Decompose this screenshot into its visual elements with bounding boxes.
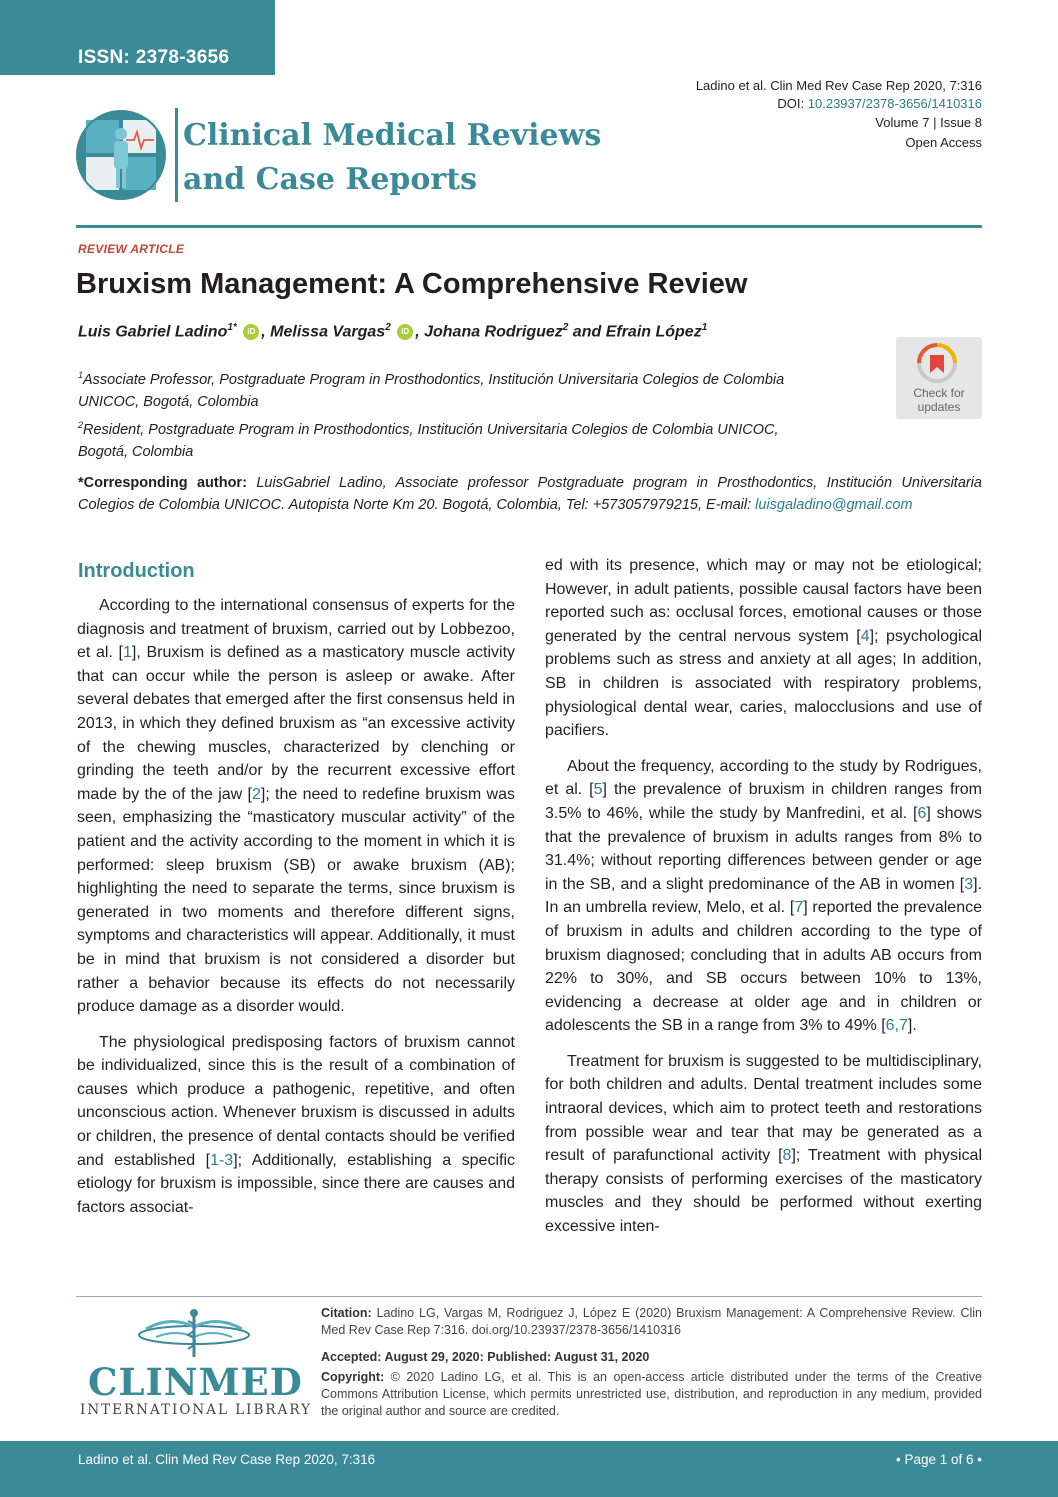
- affiliation-2: [78, 414, 818, 463]
- check-updates-line-1: Check for: [913, 386, 965, 400]
- affiliation-1: [78, 364, 818, 413]
- journal-separator: [175, 108, 178, 202]
- body-column-right: [545, 554, 982, 1251]
- reference-link[interactable]: 7: [794, 899, 804, 917]
- published-date: August 31, 2020: [551, 1350, 650, 1364]
- citation-block: [321, 1305, 982, 1339]
- reference-link[interactable]: 1: [123, 644, 132, 662]
- header-doi: [777, 96, 982, 111]
- paragraph-text: ].: [907, 1017, 917, 1035]
- header-citation: Ladino et al. Clin Med Rev Case Rep 2020, 7:316: [695, 78, 982, 93]
- reference-link[interactable]: 6: [917, 804, 927, 822]
- affiliation-mark: 1: [78, 370, 84, 380]
- journal-logo-icon: [76, 110, 166, 200]
- author-name: Efrain López: [605, 323, 702, 341]
- affiliation-text: Resident, Postgraduate Program in Prosthodontics, Institución Universitaria Colegios de Colombia UNICOC, Bogotá, Colombia: [78, 421, 779, 460]
- copyright-label: Copyright:: [321, 1370, 385, 1384]
- corresponding-email-link[interactable]: luisgaladino@gmail.com: [755, 497, 913, 513]
- copyright-block: [321, 1369, 982, 1420]
- published-label: Published:: [487, 1350, 552, 1364]
- paragraph-text: ]; Additionally, establishing a specific etiology for bruxism is impossible, since there are causes and factors associat-: [77, 1151, 516, 1216]
- header-rule: [76, 225, 982, 228]
- accepted-date: August 29, 2020:: [381, 1350, 488, 1364]
- paragraph-text: About the frequency, according to the study by Rodrigues, et al. [: [545, 757, 982, 799]
- section-heading-introduction: Introduction: [78, 560, 195, 582]
- affiliation-mark: 2: [78, 420, 84, 430]
- author-name: Melissa Vargas: [270, 323, 386, 341]
- paragraph-text: According to the international consensus of experts for the diagnosis and treatment of bruxism, carried out by Lobbezoo, et al. [: [77, 597, 515, 662]
- reference-link[interactable]: 3: [964, 875, 974, 893]
- doi-link[interactable]: 10.23937/2378-3656/1410316: [807, 96, 982, 111]
- dates-block: [321, 1349, 982, 1366]
- body-paragraph: [77, 1031, 515, 1220]
- paragraph-text: ]; the need to redefine bruxism was seen, emphasizing the “masticatory muscular activity” of the patient and the activity according to the moment in which it is performed: sleep bruxism (SB) or awake bruxism (AB); highlighting the need to separate the terms, since bruxism is generated in two moments and therefore different signs, symptoms and characteristics will appear. Additionally, it must be in mind that bruxism is not considered a disorder but rather a behavior because its effects do not necessarily produce damage as a disorder would.: [77, 785, 515, 1016]
- paragraph-text: ]; psychological problems such as stress and anxiety at all ages; In addition, SB in children is associated with respiratory problems, physiological dental wear, caries, malocclusions and use of pacifiers.: [545, 627, 983, 740]
- orcid-icon[interactable]: iD: [397, 324, 413, 340]
- reference-link[interactable]: 6,7: [885, 1017, 908, 1035]
- corresponding-text: LuisGabriel Ladino, Associate professor Postgraduate program in Prosthodontics, Institución Universitaria Colegios de Colombia UNICOC. Autopista Norte Km 20. Bogotá, Colombia, Tel: +573057979215, E-mail:: [78, 475, 982, 513]
- paragraph-text: ], Bruxism is defined as a masticatory muscle activity that can occur while the person is asleep or awake. After several debates that emerged after the first consensus held in 2013, in which they defined bruxism as “an excessive activity of the chewing muscles, characterized by clenching or grinding the teeth and/or by the recurrent excessive effort made by the of the jaw [: [77, 644, 516, 803]
- check-updates-line-2: updates: [917, 400, 961, 414]
- paragraph-text: ] shows that the prevalence of bruxism in adults ranges from 8% to 31.4%; without reporting differences between gender or age in the SB, and a slight predominance of the AB in women [: [545, 804, 982, 893]
- author-affiliation-mark: 1*: [227, 322, 237, 333]
- journal-name-line-2: and Case Reports: [183, 162, 477, 197]
- journal-name-line-1: Clinical Medical Reviews: [183, 118, 602, 153]
- accepted-label: Accepted:: [321, 1350, 382, 1364]
- paragraph-text: ed with its presence, which may or may not be etiological; However, in adult patients, possible causal factors have been reported such as: occlusal forces, emotional causes or those generated by the central nervous system [: [545, 557, 982, 645]
- author-affiliation-mark: 2: [385, 322, 391, 333]
- page-number: • Page 1 of 6 •: [895, 1452, 982, 1467]
- author-name: Luis Gabriel Ladino: [78, 323, 228, 341]
- citation-label: Citation:: [321, 1306, 372, 1320]
- paragraph-text: Treatment for bruxism is suggested to be multidisciplinary, for both children and adults. Dental treatment includes some intraoral devices, which aim to protect teeth and restorations from possible wear and tear that may be generated as a result of parafunctional activity [: [545, 1052, 982, 1165]
- doi-label: DOI:: [777, 96, 808, 111]
- author-list: [78, 322, 707, 341]
- body-paragraph: [545, 554, 982, 743]
- citation-text: Ladino LG, Vargas M, Rodriguez J, López E (2020) Bruxism Management: A Comprehensive Review. Clin Med Rev Case Rep 7:316. doi.org/10.23937/2378-3656/1410316: [321, 1306, 982, 1337]
- author-separator: ,: [261, 323, 271, 341]
- copyright-text: © 2020 Ladino LG, et al. This is an open-access article distributed under the terms of the Creative Commons Attribution License, which permits unrestricted use, distribution, and reproduction in any medium, provided the original author and source are credited.: [321, 1370, 982, 1418]
- reference-link[interactable]: 2: [251, 785, 261, 803]
- author-separator: ,: [415, 323, 425, 341]
- publisher-name: CLINMED: [88, 1360, 303, 1404]
- orcid-icon[interactable]: iD: [243, 324, 259, 340]
- corresponding-author: [78, 472, 982, 516]
- affiliation-text: Associate Professor, Postgraduate Program in Prosthodontics, Institución Universitaria Colegios de Colombia UNICOC, Bogotá, Colombia: [78, 371, 785, 410]
- reference-link[interactable]: 8: [782, 1147, 792, 1165]
- paragraph-text: ] the prevalence of bruxism in children ranges from 3.5% to 46%, while the study by Manfredini, et al. [: [545, 781, 982, 822]
- paragraph-text: ] reported the prevalence of bruxism in adults and children according to the type of bruxism diagnosed; concluding that in adults AB occurs from 22% to 30%, and SB occurs between 10% to 13%, evidencing a decrease at older age and in children or adolescents the SB in a range from 3% to 49% [: [545, 899, 982, 1035]
- reference-link[interactable]: 4: [860, 627, 870, 645]
- reference-link[interactable]: 1-3: [210, 1151, 234, 1169]
- body-paragraph: [545, 1050, 982, 1239]
- paragraph-text: The physiological predisposing factors of bruxism cannot be individualized, since this is the result of a combination of causes which produce a pathogenic, repetitive, and often unconscious action. Whenever bruxism is discussed in adults or children, the presence of dental contacts should be verified and established [: [77, 1033, 515, 1169]
- check-for-updates-icon: [917, 343, 957, 383]
- author-affiliation-mark: 2: [562, 322, 569, 333]
- corresponding-label: *Corresponding author:: [78, 475, 247, 491]
- article-title: Bruxism Management: A Comprehensive Review: [76, 268, 748, 300]
- paragraph-text: ]. In an umbrella review, Melo, et al. [: [545, 875, 982, 917]
- body-paragraph: [545, 755, 982, 1038]
- reference-link[interactable]: 5: [593, 781, 603, 799]
- footer-citation: Ladino et al. Clin Med Rev Case Rep 2020, 7:316: [78, 1452, 376, 1467]
- issn-label: ISSN: 2378-3656: [78, 47, 230, 68]
- footer-bar: [0, 1441, 1058, 1497]
- header-open-access: Open Access: [905, 135, 982, 150]
- publisher-subtitle: INTERNATIONAL LIBRARY: [80, 1402, 313, 1418]
- check-for-updates-badge[interactable]: [896, 337, 982, 419]
- author-name: Johana Rodriguez: [424, 323, 563, 341]
- author-affiliation-mark: 1: [701, 322, 708, 333]
- footer-rule: [76, 1296, 982, 1297]
- check-for-updates-label: [896, 386, 982, 414]
- header-volume-issue: Volume 7 | Issue 8: [875, 115, 982, 130]
- body-paragraph: [77, 594, 515, 1019]
- author-separator: and: [568, 323, 606, 341]
- article-type: REVIEW ARTICLE: [78, 242, 185, 256]
- body-column-left: [77, 594, 515, 1231]
- paragraph-text: ]; Treatment with physical therapy consists of performing exercises of the masticatory muscles and they should be performed without exerting excessive inten-: [545, 1147, 983, 1236]
